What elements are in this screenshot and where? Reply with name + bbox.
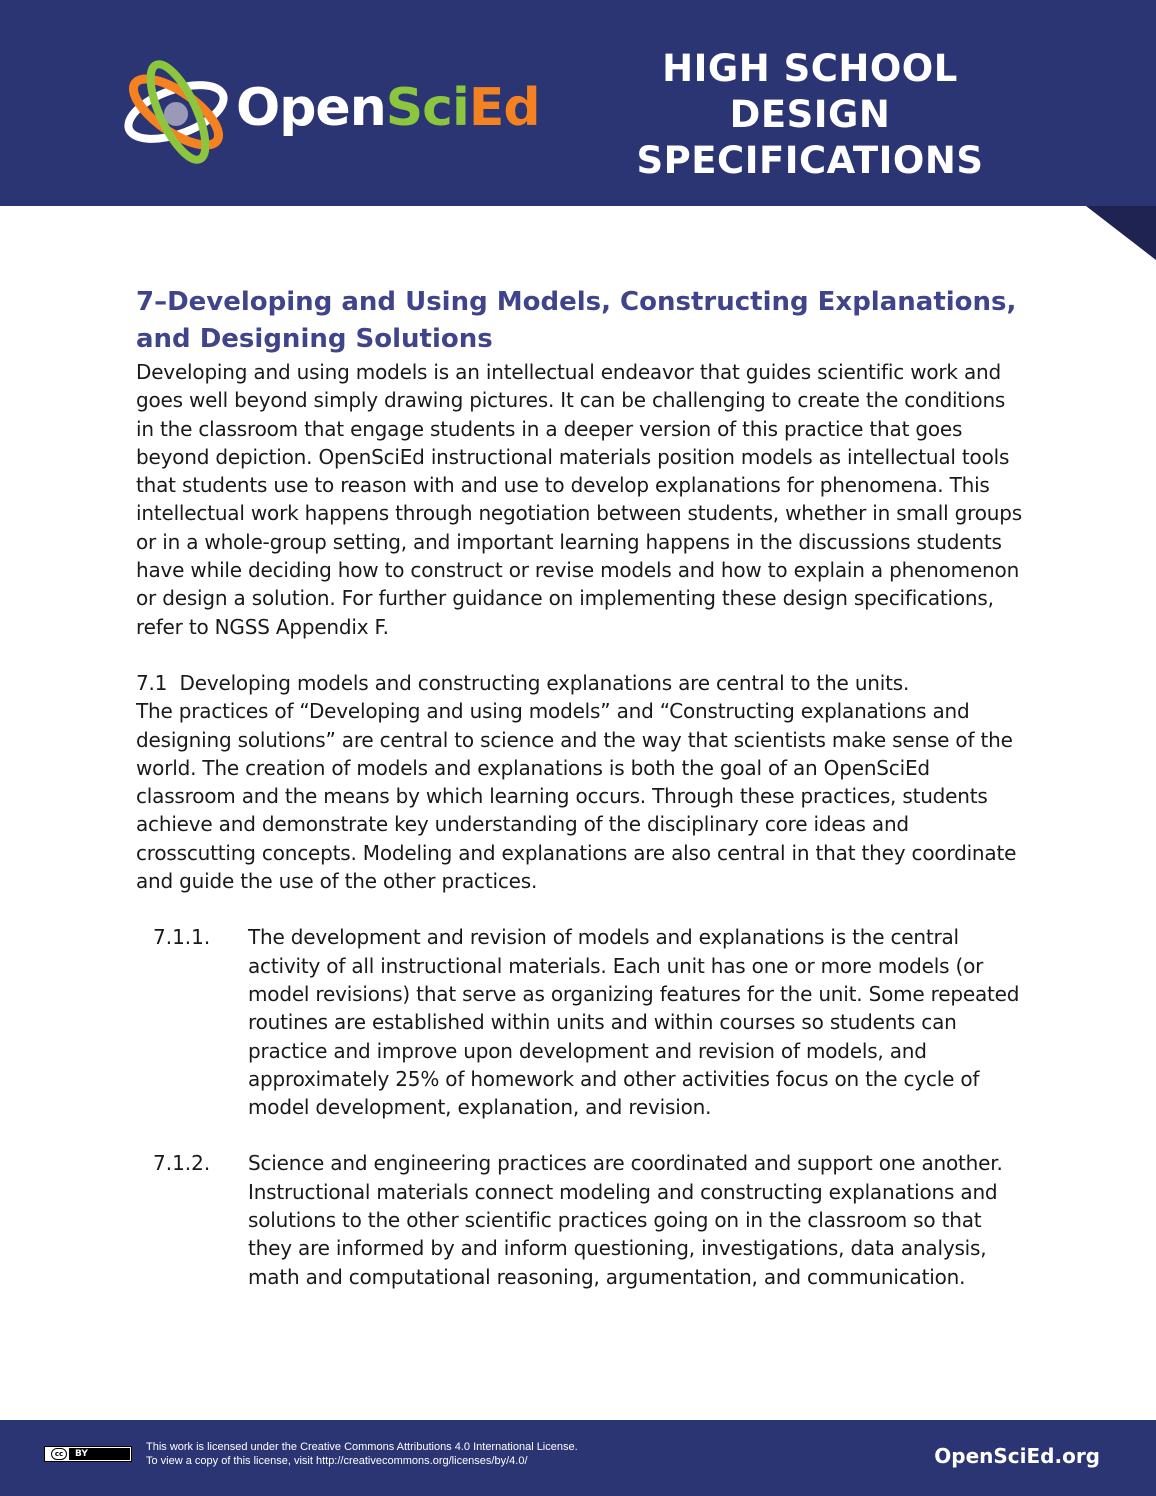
list-item bbox=[136, 1149, 1026, 1290]
logo-word-open: Open bbox=[236, 78, 386, 138]
document-title-line2: DESIGN SPECIFICATIONS bbox=[636, 93, 984, 182]
logo-wordmark bbox=[236, 76, 540, 140]
list-item bbox=[136, 923, 1026, 1121]
subsection-body: The practices of “Developing and using models” and “Constructing explanations and designing solutions” are central to science and the way that scientists make sense of the world. The creation of models and explanations is both the goal of an OpenSciEd classroom and the means by which learning occurs. Through these practices, students achieve and demonstrate key understanding of the disciplinary core ideas and crosscutting concepts. Modeling and explanations are also central in that they coordinate and guide the use of the other practices. bbox=[136, 699, 1017, 894]
item-number: 7.1.1. bbox=[153, 925, 211, 950]
main-content bbox=[136, 284, 1026, 1291]
logo-word-ed: Ed bbox=[468, 78, 540, 138]
spec-item-list bbox=[136, 923, 1026, 1291]
item-number: 7.1.2. bbox=[153, 1151, 211, 1176]
license-line2: To view a copy of this license, visit http://creativecommons.org/licenses/by/4.0/ bbox=[146, 1455, 528, 1467]
page-header bbox=[0, 0, 1156, 206]
subsection-heading: 7.1 Developing models and constructing explanations are central to the units. bbox=[136, 670, 910, 695]
site-link[interactable]: OpenSciEd.org bbox=[934, 1444, 1100, 1468]
document-title-line1: HIGH SCHOOL bbox=[662, 47, 958, 90]
cc-by-license-icon bbox=[44, 1446, 132, 1462]
item-text: The development and revision of models and explanations is the central activity of all instructional materials. Each unit has one or more models (or model revisions) that serve as organizing features for the unit. Some repeated routines are established within units and within courses so students can practice and improve upon development and revision of models, and approximately 25% of homework and other activities focus on the cycle of model development, explanation, and revision. bbox=[248, 925, 1020, 1120]
cc-icon: cc bbox=[51, 1448, 67, 1460]
license-line1: This work is licensed under the Creative Commons Attributions 4.0 International License. bbox=[146, 1441, 578, 1453]
cc-by-label: BY bbox=[69, 1448, 130, 1460]
header-corner-fold bbox=[1086, 206, 1156, 260]
item-text: Science and engineering practices are coordinated and support one another. Instructional materials connect modeling and constructing explanations and solutions to the other scientific practices going on in the classroom so that they are informed by and inform questioning, investigations, data analysis, math and computational reasoning, argumentation, and communication. bbox=[248, 1151, 1003, 1289]
document-title bbox=[560, 46, 1060, 184]
logo-word-sci: Sci bbox=[385, 78, 469, 138]
atom-icon bbox=[124, 56, 236, 168]
section-title: 7–Developing and Using Models, Constructing Explanations, and Designing Solutions bbox=[136, 287, 1017, 354]
intro-paragraph: Developing and using models is an intellectual endeavor that guides scientific work and goes well beyond simply drawing pictures. It can be challenging to create the conditions in the classroom that engage students in a deeper version of this practice that goes beyond depiction. OpenSciEd instructional materials position models as intellectual tools that students use to reason with and use to develop explanations for phenomena. This intellectual work happens through negotiation between students, whether in small groups or in a whole-group setting, and important learning happens in the discussions students have while deciding how to construct or revise models and how to explain a phenomenon or design a solution. For further guidance on implementing these design specifications, refer to NGSS Appendix F. bbox=[136, 360, 1022, 639]
page-footer bbox=[0, 1420, 1156, 1496]
openscied-logo bbox=[124, 56, 540, 168]
license-text bbox=[146, 1440, 578, 1468]
